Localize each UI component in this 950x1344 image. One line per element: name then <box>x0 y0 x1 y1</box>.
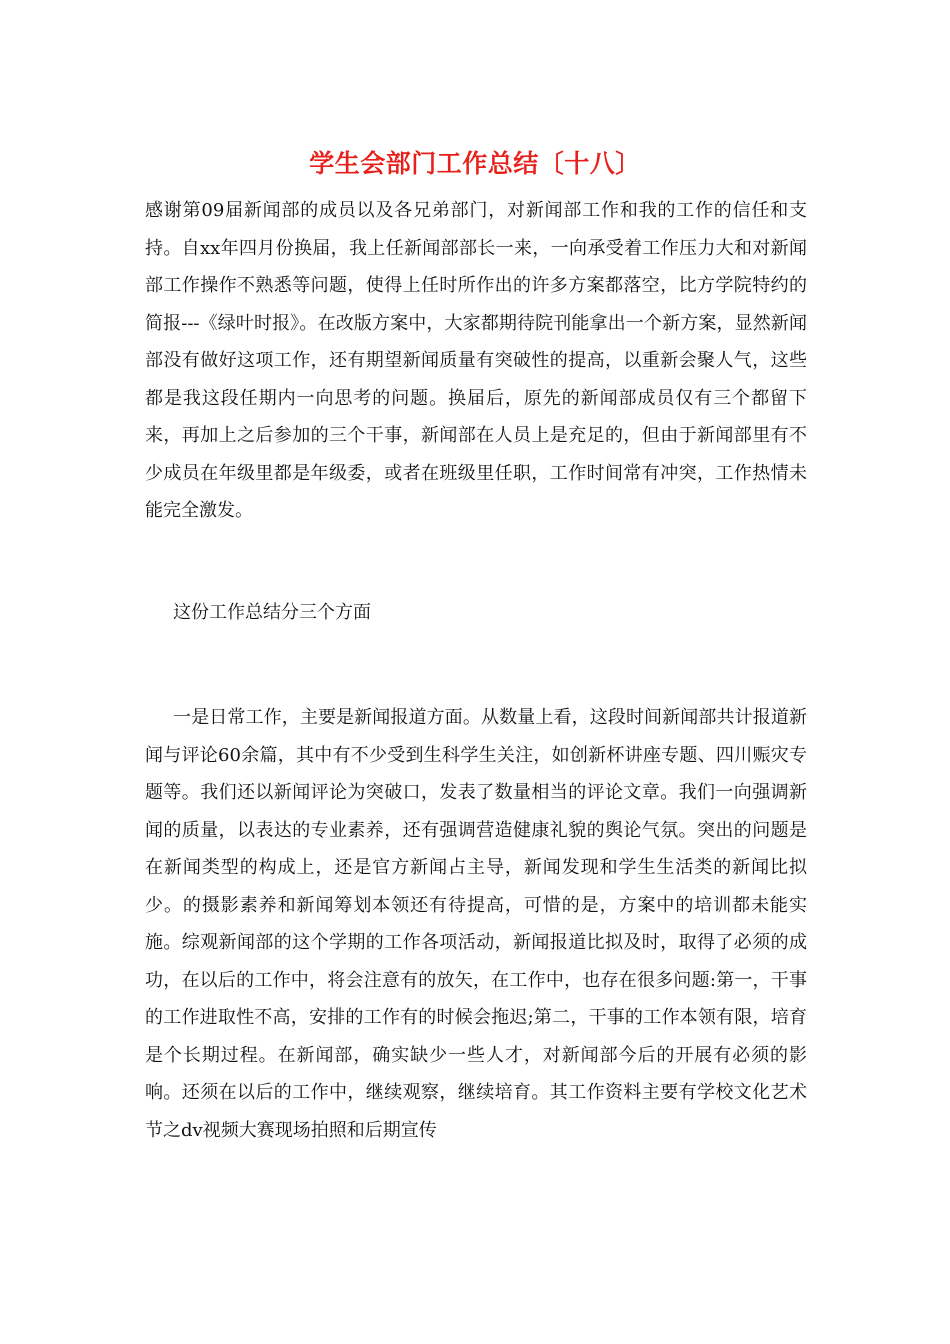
paragraph-overview: 这份工作总结分三个方面 <box>173 602 371 623</box>
paragraph-intro: 感谢第09届新闻部的成员以及各兄弟部门，对新闻部工作和我的工作的信任和支持。自xx年四月份换届，我上任新闻部部长一来，一向承受着工作压力大和对新闻部工作操作不熟悉等问题，使得上任时所作出的许多方案都落空，比方学院特约的简报---《绿叶时报》。在改版方案中，大家都期待院刊能拿出一个新方案，显然新闻部没有做好这项工作，还有期望新闻质量有突破性的提高，以重新会聚人气，这些都是我这段任期内一向思考的问题。换届后，原先的新闻部成员仅有三个都留下来，再加上之后参加的三个干事，新闻部在人员上是充足的，但由于新闻部里有不少成员在年级里都是年级委，或者在班级里任职，工作时间常有冲突，工作热情未能完全激发。 <box>145 200 807 521</box>
document-title: 学生会部门工作总结〔十八〕 <box>309 149 641 178</box>
paragraph-daily-work: 一是日常工作，主要是新闻报道方面。从数量上看，这段时间新闻部共计报道新闻与评论60余篇，其中有不少受到生科学生关注，如创新杯讲座专题、四川赈灾专题等。我们还以新闻评论为突破口，发表了数量相当的评论文章。我们一向强调新闻的质量，以表达的专业素养，还有强调营造健康礼貌的舆论气氛。突出的问题是在新闻类型的构成上，还是官方新闻占主导，新闻发现和学生生活类的新闻比拟少。的摄影素养和新闻筹划本领还有待提高，可惜的是，方案中的培训都未能实施。综观新闻部的这个学期的工作各项活动，新闻报道比拟及时，取得了必须的成功，在以后的工作中，将会注意有的放矢，在工作中，也存在很多问题:第一，干事的工作进取性不高，安排的工作有的时候会拖迟;第二，干事的工作本领有限，培育是个长期过程。在新闻部，确实缺少一些人才，对新闻部今后的开展有必须的影响。还须在以后的工作中，继续观察，继续培育。其工作资料主要有学校文化艺术节之dv视频大赛现场拍照和后期宣传 <box>145 707 807 1141</box>
